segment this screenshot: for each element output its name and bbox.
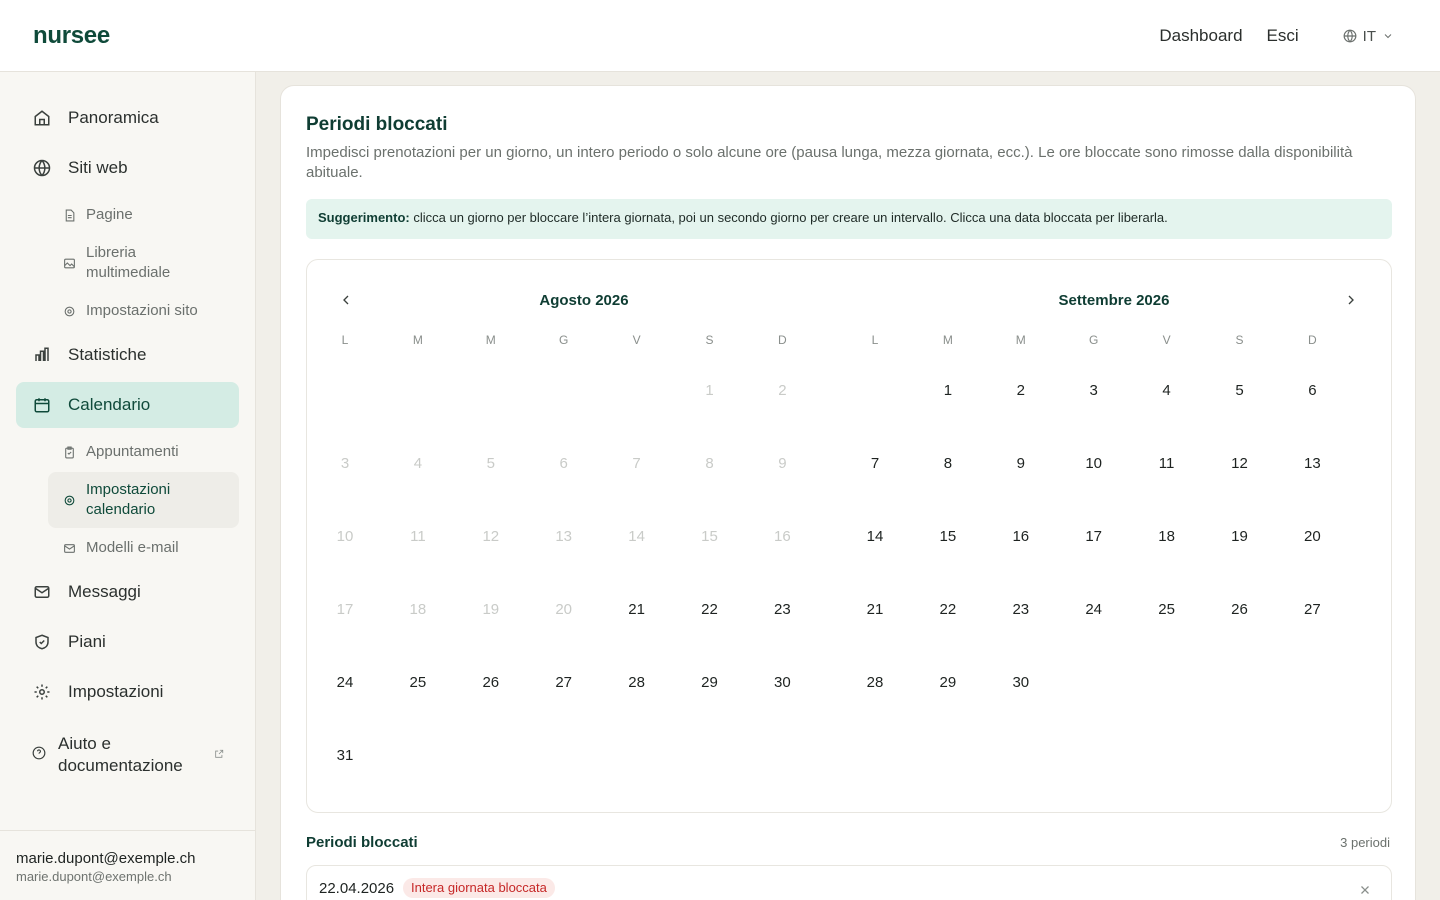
weekday-label: V [1162,333,1171,347]
calendar-day[interactable]: 17 [1085,527,1103,545]
calendar-day[interactable]: 14 [866,527,884,545]
next-month-button[interactable] [1339,290,1363,314]
gear-icon [62,304,76,318]
tip-banner [306,199,1392,239]
calendar-day[interactable]: 28 [628,673,645,691]
calendar-day[interactable]: 23 [1012,600,1030,618]
blocked-periods-card [280,85,1416,900]
language-selector[interactable] [1343,28,1394,45]
calendar-day[interactable]: 2 [1016,381,1025,399]
sidebar-subitem-label: Appuntamenti [86,443,179,460]
sidebar-item-messaggi[interactable] [16,569,239,615]
sidebar-item-label: Messaggi [68,582,141,601]
weekday-label: M [412,333,423,347]
calendar-day[interactable]: 31 [336,746,354,764]
sidebar-item-panoramica[interactable] [16,95,239,141]
gear-icon [32,682,52,702]
calendar-day[interactable]: 28 [866,673,884,691]
calendar-day: 14 [628,527,645,545]
calendar-day: 17 [336,600,354,618]
weekday-label: G [1089,333,1099,347]
logout-link[interactable]: Esci [1266,26,1299,45]
weekday-label: S [1235,333,1244,347]
calendar-day: 2 [778,381,787,399]
calendar-day[interactable]: 5 [1235,381,1244,399]
calendar-day[interactable]: 26 [1231,600,1248,618]
bar-chart-icon [32,345,52,365]
blocked-list-title: Periodi bloccati [306,834,418,851]
calendar-day[interactable]: 24 [1085,600,1103,618]
top-nav [1159,0,1440,72]
calendar-day: 13 [555,527,573,545]
sidebar-item-siti-web[interactable] [16,145,239,191]
calendar-day: 15 [701,527,718,545]
sidebar-subitem-label: Impostazioni calendario [86,481,171,518]
calendar-day[interactable]: 27 [1304,600,1321,618]
sidebar-item-label: Siti web [68,158,128,177]
calendar-day[interactable]: 18 [1158,527,1175,545]
prev-month-button[interactable] [334,290,358,314]
calendar-day[interactable]: 25 [409,673,427,691]
calendar-day[interactable]: 21 [866,600,884,618]
calendar-day[interactable]: 12 [1231,454,1248,472]
sidebar-item-label: Piani [68,632,106,651]
calendar-day[interactable]: 25 [1158,600,1175,618]
globe-icon [1343,29,1357,43]
sidebar-subitem-appuntamenti[interactable] [48,441,239,463]
page-title: Periodi bloccati [306,114,448,135]
calendar-day[interactable]: 20 [1304,527,1321,545]
sidebar-item-label: Calendario [68,395,151,414]
user-email: marie.dupont@exemple.ch [16,869,172,884]
period-date: 22.04.2026 [319,880,395,897]
weekday-label: M [1015,333,1026,347]
blocked-list-count: 3 periodi [1340,835,1390,850]
gear-icon [62,493,76,507]
sidebar-item-calendario[interactable] [16,382,239,428]
calendar-day: 1 [705,381,714,399]
calendar-day: 16 [774,527,791,545]
calendar-day[interactable]: 26 [482,673,500,691]
calendar-day: 7 [632,454,641,472]
sidebar-item-label: Statistiche [68,345,147,364]
calendar-day[interactable]: 21 [628,600,645,618]
home-icon [32,108,52,128]
calendar-day[interactable]: 22 [701,600,718,618]
close-icon[interactable] [1357,882,1373,898]
user-box[interactable] [0,830,256,900]
sidebar-item-label: Aiuto e documentazione [58,734,183,775]
sidebar-subitem-modelli-email[interactable] [48,537,239,559]
mail-icon [32,582,52,602]
sidebar-subitem-pagine[interactable] [48,204,239,226]
calendar-day[interactable]: 19 [1231,527,1248,545]
language-label: IT [1362,27,1376,45]
sidebar-subitem-label: Pagine [86,206,133,223]
sidebar-item-piani[interactable] [16,619,239,665]
status-badge: Intera giornata bloccata [403,878,555,898]
sidebar-subitem-impostazioni-calendario[interactable] [48,472,239,528]
calendar-icon [32,395,52,415]
calendar-day[interactable]: 13 [1304,454,1321,472]
calendar-day: 10 [336,527,354,545]
calendar-day[interactable]: 16 [1012,527,1030,545]
calendar-day[interactable]: 22 [939,600,957,618]
calendar-day: 8 [705,454,714,472]
month-title: Settembre 2026 [1058,292,1170,309]
calendar-day: 20 [555,600,573,618]
calendar-day[interactable]: 29 [939,673,957,691]
calendar-day[interactable]: 30 [774,673,791,691]
calendar-day[interactable]: 1 [943,381,953,399]
calendar-day: 3 [340,454,350,472]
calendar-day[interactable]: 10 [1085,454,1103,472]
weekday-label: S [705,333,714,347]
clipboard-icon [62,445,76,459]
user-name: marie.dupont@exemple.ch [16,850,196,867]
calendar-day: 5 [486,454,495,472]
calendar-day[interactable]: 3 [1089,381,1098,399]
help-circle-icon [32,746,46,765]
calendar-day[interactable]: 29 [701,673,718,691]
shield-icon [32,632,52,652]
dashboard-link[interactable]: Dashboard [1159,26,1243,45]
calendar-day[interactable]: 15 [939,527,957,545]
calendar-day[interactable]: 30 [1012,673,1030,691]
sidebar-subitem-label: Impostazioni sito [86,302,198,319]
sidebar-subitem-label: Modelli e-mail [86,539,179,556]
calendar [306,259,1392,813]
weekday-label: L [871,333,879,347]
document-icon [62,208,76,222]
weekday-label: L [341,333,349,347]
calendar-day[interactable]: 23 [774,600,791,618]
top-bar [0,0,1440,72]
calendar-day[interactable]: 4 [1162,381,1171,399]
weekday-label: D [1308,333,1317,347]
external-link-icon [214,746,224,764]
tip-text: clicca un giorno per bloccare l’intera giornata, poi un secondo giorno per creare un intervallo. Clicca una data bloccata per liberarla. [409,210,1168,225]
mail-icon [62,541,76,555]
calendar-day[interactable]: 24 [336,673,354,691]
calendar-day: 11 [410,527,426,545]
weekday-label: M [485,333,496,347]
sidebar-item-help[interactable] [16,731,239,779]
calendar-day: 19 [482,600,500,618]
weekday-label: M [942,333,953,347]
sidebar-item-statistiche[interactable] [16,332,239,378]
sidebar [0,72,256,900]
weekday-label: V [632,333,641,347]
calendar-day[interactable]: 8 [943,454,953,472]
image-icon [62,256,76,270]
sidebar-item-label: Impostazioni [68,682,164,701]
calendar-day: 6 [559,454,568,472]
sidebar-subitem-label: Libreria multimediale [86,244,171,281]
month-title: Agosto 2026 [539,292,629,309]
weekday-label: D [778,333,787,347]
calendar-day: 18 [409,600,427,618]
calendar-day[interactable]: 11 [1158,454,1175,472]
sidebar-subitem-libreria[interactable] [48,242,239,284]
calendar-day[interactable]: 27 [555,673,573,691]
calendar-day: 9 [778,454,787,472]
logo[interactable]: nursee [33,22,110,49]
calendar-day: 12 [482,527,500,545]
calendar-day[interactable]: 9 [1016,454,1025,472]
sidebar-item-impostazioni[interactable] [16,669,239,715]
page-description: Impedisci prenotazioni per un giorno, un intero periodo o solo alcune ore (pausa lunga, mezza giornata, ecc.). Le ore bloccate sono rimosse dalla disponibilità abituale. [306,144,1353,181]
blocked-period-row [306,865,1392,900]
globe-icon [32,158,52,178]
sidebar-item-label: Panoramica [68,108,159,127]
chevron-left-icon [338,292,354,313]
weekday-label: G [559,333,569,347]
calendar-day: 4 [413,454,423,472]
calendar-day[interactable]: 7 [870,454,880,472]
chevron-right-icon [1343,292,1359,313]
calendar-day[interactable]: 6 [1308,381,1317,399]
sidebar-subitem-impostazioni-sito[interactable] [48,300,239,322]
chevron-down-icon [1382,30,1394,42]
tip-label: Suggerimento: [318,210,410,225]
